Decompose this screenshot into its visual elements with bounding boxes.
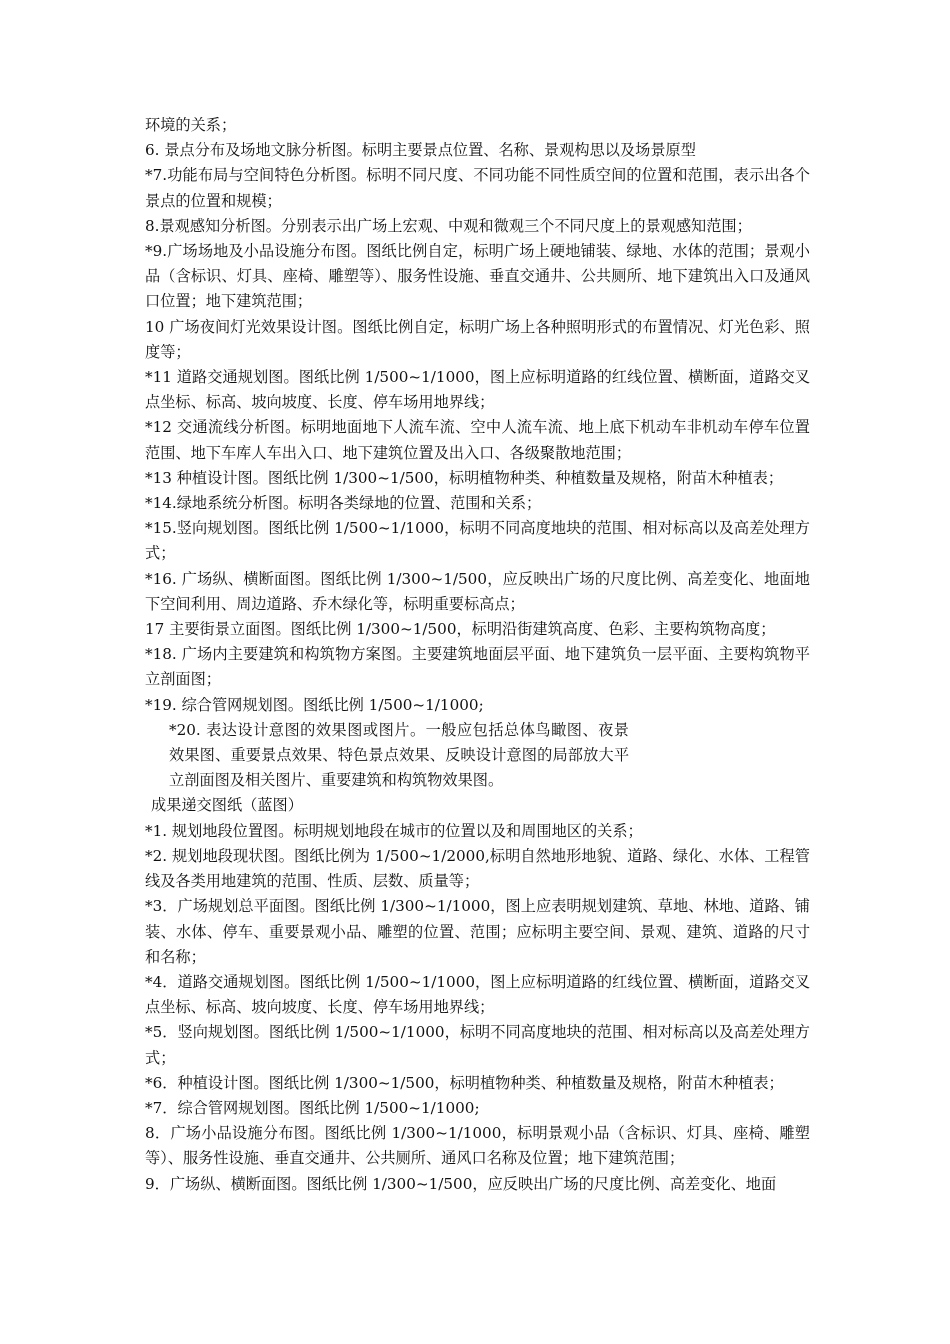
paragraph: *6．种植设计图。图纸比例 1/300~1/500，标明植物种类、种植数量及规格，附苗木种植表； bbox=[145, 1073, 784, 1092]
paragraph: *7．综合管网规划图。图纸比例 1/500~1/1000; bbox=[145, 1098, 480, 1117]
document-page bbox=[145, 113, 810, 1197]
paragraph: 9．广场纵、横断面图。图纸比例 1/300~1/500，应反映出广场的尺度比例、高差变化、地面 bbox=[145, 1174, 777, 1193]
section-heading: 成果递交图纸（蓝图） bbox=[151, 796, 303, 815]
paragraph: *7.功能布局与空间特色分析图。标明不同尺度、不同功能不同性质空间的位置和范围，表示出各个景点的位置和规模； bbox=[145, 166, 810, 210]
paragraph: 环境的关系； bbox=[145, 116, 237, 134]
indented-paragraph: *20. 表达设计意图的效果图或图片。一般应包括总体鸟瞰图、夜景效果图、重要景点效果、特色景点效果、反映设计意图的局部放大平立剖面图及相关图片、重要建筑和构筑物效果图。 bbox=[169, 720, 629, 790]
paragraph: *4．道路交通规划图。图纸比例 1/500~1/1000，图上应标明道路的红线位置、横断面，道路交叉点坐标、标高、坡向坡度、长度、停车场用地界线； bbox=[145, 972, 810, 1017]
paragraph: 8．广场小品设施分布图。图纸比例 1/300~1/1000，标明景观小品（含标识、灯具、座椅、雕塑等）、服务性设施、垂直交通井、公共厕所、通风口名称及位置；地下建筑范围； bbox=[145, 1124, 810, 1168]
paragraph: *5．竖向规划图。图纸比例 1/500~1/1000，标明不同高度地块的范围、相对标高以及高差处理方式； bbox=[145, 1023, 810, 1067]
paragraph: *3．广场规划总平面图。图纸比例 1/300~1/1000，图上应表明规划建筑、草地、林地、道路、铺装、水体、停车、重要景观小品、雕塑的位置、范围；应标明主要空间、景观、建筑、道路的尺寸和名称； bbox=[145, 897, 810, 966]
paragraph: 17 主要街景立面图。图纸比例 1/300~1/500，标明沿街建筑高度、色彩、主要构筑物高度； bbox=[145, 620, 776, 639]
paragraph: *19. 综合管网规划图。图纸比例 1/500~1/1000; bbox=[145, 695, 484, 714]
paragraph: 10 广场夜间灯光效果设计图。图纸比例自定，标明广场上各种照明形式的布置情况、灯光色彩、照度等； bbox=[145, 317, 810, 361]
paragraph: *18. 广场内主要建筑和构筑物方案图。主要建筑地面层平面、地下建筑负一层平面、主要构筑物平立剖面图； bbox=[145, 645, 810, 689]
paragraph: *14.绿地系统分析图。标明各类绿地的位置、范围和关系； bbox=[145, 494, 542, 513]
paragraph: *2. 规划地段现状图。图纸比例为 1/500~1/2000,标明自然地形地貌、道路、绿化、水体、工程管线及各类用地建筑的范围、性质、层数、质量等； bbox=[145, 846, 810, 891]
paragraph: *11 道路交通规划图。图纸比例 1/500~1/1000，图上应标明道路的红线位置、横断面，道路交叉点坐标、标高、坡向坡度、长度、停车场用地界线； bbox=[145, 368, 810, 412]
paragraph: *9.广场场地及小品设施分布图。图纸比例自定，标明广场上硬地铺装、绿地、水体的范围；景观小品（含标识、灯具、座椅、雕塑等）、服务性设施、垂直交通井、公共厕所、地下建筑出入口及通风口位置；地下建筑范围； bbox=[145, 242, 810, 311]
paragraph: 8.景观感知分析图。分别表示出广场上宏观、中观和微观三个不同尺度上的景观感知范围； bbox=[145, 216, 752, 235]
paragraph: 6. 景点分布及场地文脉分析图。标明主要景点位置、名称、景观构思以及场景原型 bbox=[145, 141, 696, 160]
paragraph: *1. 规划地段位置图。标明规划地段在城市的位置以及和周围地区的关系； bbox=[145, 821, 643, 840]
paragraph: *13 种植设计图。图纸比例 1/300~1/500，标明植物种类、种植数量及规格，附苗木种植表； bbox=[145, 468, 784, 487]
paragraph: *16. 广场纵、横断面图。图纸比例 1/300~1/500，应反映出广场的尺度比例、高差变化、地面地下空间利用、周边道路、乔木绿化等，标明重要标高点； bbox=[145, 569, 810, 613]
paragraph: *12 交通流线分析图。标明地面地下人流车流、空中人流车流、地上底下机动车非机动车停车位置范围、地下车库人车出入口、地下建筑位置及出入口、各级聚散地范围； bbox=[145, 418, 810, 462]
paragraph: *15.竖向规划图。图纸比例 1/500~1/1000，标明不同高度地块的范围、相对标高以及高差处理方式； bbox=[145, 519, 810, 563]
